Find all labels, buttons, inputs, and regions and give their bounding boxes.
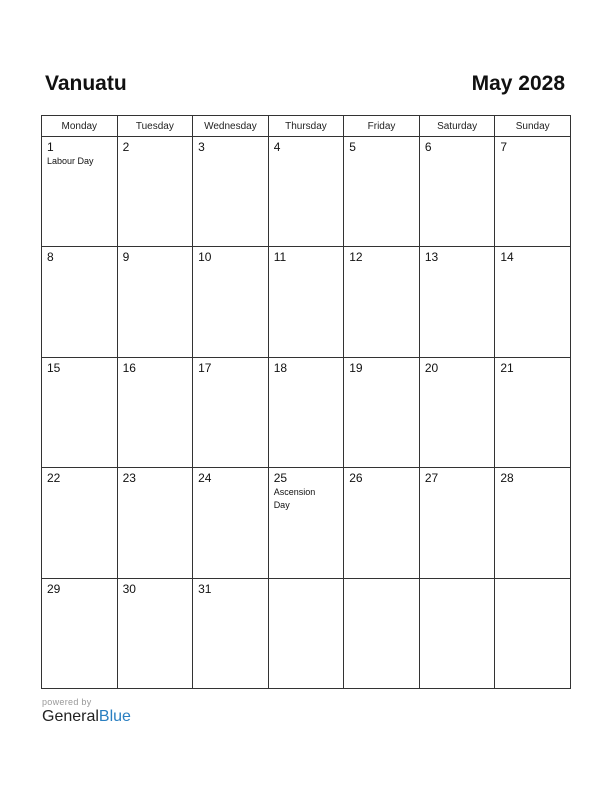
day-cell [193,578,269,688]
week-row [42,137,571,247]
day-cell [268,137,344,247]
day-cell [193,247,269,357]
day-number: 26 [349,471,363,486]
day-number: 28 [500,471,514,486]
generalblue-branding [42,697,131,726]
day-cell [193,468,269,578]
week-row [42,247,571,357]
day-number: 4 [273,140,281,154]
day-number: 10 [198,250,212,265]
day-cell [117,468,193,578]
week-row [42,578,571,688]
day-number: 3 [198,140,205,154]
day-number: 30 [122,581,136,596]
day-cell [42,137,118,247]
day-cell [42,357,118,467]
day-number: 22 [47,471,61,486]
day-cell [193,137,269,247]
day-number: 11 [273,250,287,265]
logo-blue-text: Blue [98,708,131,725]
day-number: 6 [424,140,432,154]
day-cell [419,578,495,688]
calendar-grid [41,115,571,689]
week-row [42,357,571,467]
day-cell [495,137,571,247]
day-number: 18 [273,360,288,375]
weekday-header: Monday [42,116,118,137]
country-title: Vanuatu [45,72,127,95]
day-cell [344,468,420,578]
day-cell [117,578,193,688]
calendar-body [42,137,571,689]
weekday-header: Thursday [268,116,344,137]
day-number: 9 [122,250,130,265]
day-number: 12 [349,250,363,265]
day-number: 20 [424,360,439,375]
week-row [42,468,571,578]
day-cell [117,357,193,467]
day-number: 17 [198,360,212,375]
day-cell [495,468,571,578]
day-cell [419,357,495,467]
day-number: 13 [424,250,439,265]
day-number: 25 [273,471,288,486]
month-year-title: May 2028 [471,72,565,95]
day-number: 29 [47,581,61,596]
day-cell [42,578,118,688]
holiday-label: Ascension Day [273,487,316,511]
weekday-header: Saturday [419,116,495,137]
day-number: 24 [198,471,212,486]
day-cell [344,578,420,688]
day-cell [268,247,344,357]
day-cell [495,578,571,688]
day-cell [117,137,193,247]
weekday-header: Sunday [495,116,571,137]
weekday-header: Friday [344,116,420,137]
day-cell [344,137,420,247]
day-number: 16 [122,360,136,375]
day-number: 1 [47,140,54,154]
weekday-header: Wednesday [193,116,269,137]
day-number: 19 [349,360,363,375]
day-number: 8 [47,250,54,265]
day-cell [495,247,571,357]
day-cell [495,357,571,467]
day-number: 23 [122,471,136,486]
day-number: 15 [47,360,61,375]
day-cell [268,578,344,688]
day-cell [42,247,118,357]
day-cell [419,137,495,247]
day-number: 7 [500,140,508,154]
day-cell [419,468,495,578]
day-number: 5 [349,140,356,154]
day-number: 21 [500,360,514,375]
day-cell [193,357,269,467]
weekday-header: Tuesday [117,116,193,137]
weekday-header-row [42,116,571,137]
day-number: 2 [122,140,130,154]
powered-by-text: powered by [42,697,92,707]
day-cell [117,247,193,357]
day-number: 27 [424,471,439,486]
day-cell [419,247,495,357]
holiday-label: Labour Day [47,156,94,166]
logo-general-text: General [42,708,99,725]
day-cell [344,357,420,467]
day-cell [344,247,420,357]
day-cell [268,357,344,467]
generalblue-logo [42,708,131,726]
day-number: 31 [198,581,212,596]
day-cell [268,468,344,578]
day-number: 14 [500,250,514,265]
day-cell [42,468,118,578]
